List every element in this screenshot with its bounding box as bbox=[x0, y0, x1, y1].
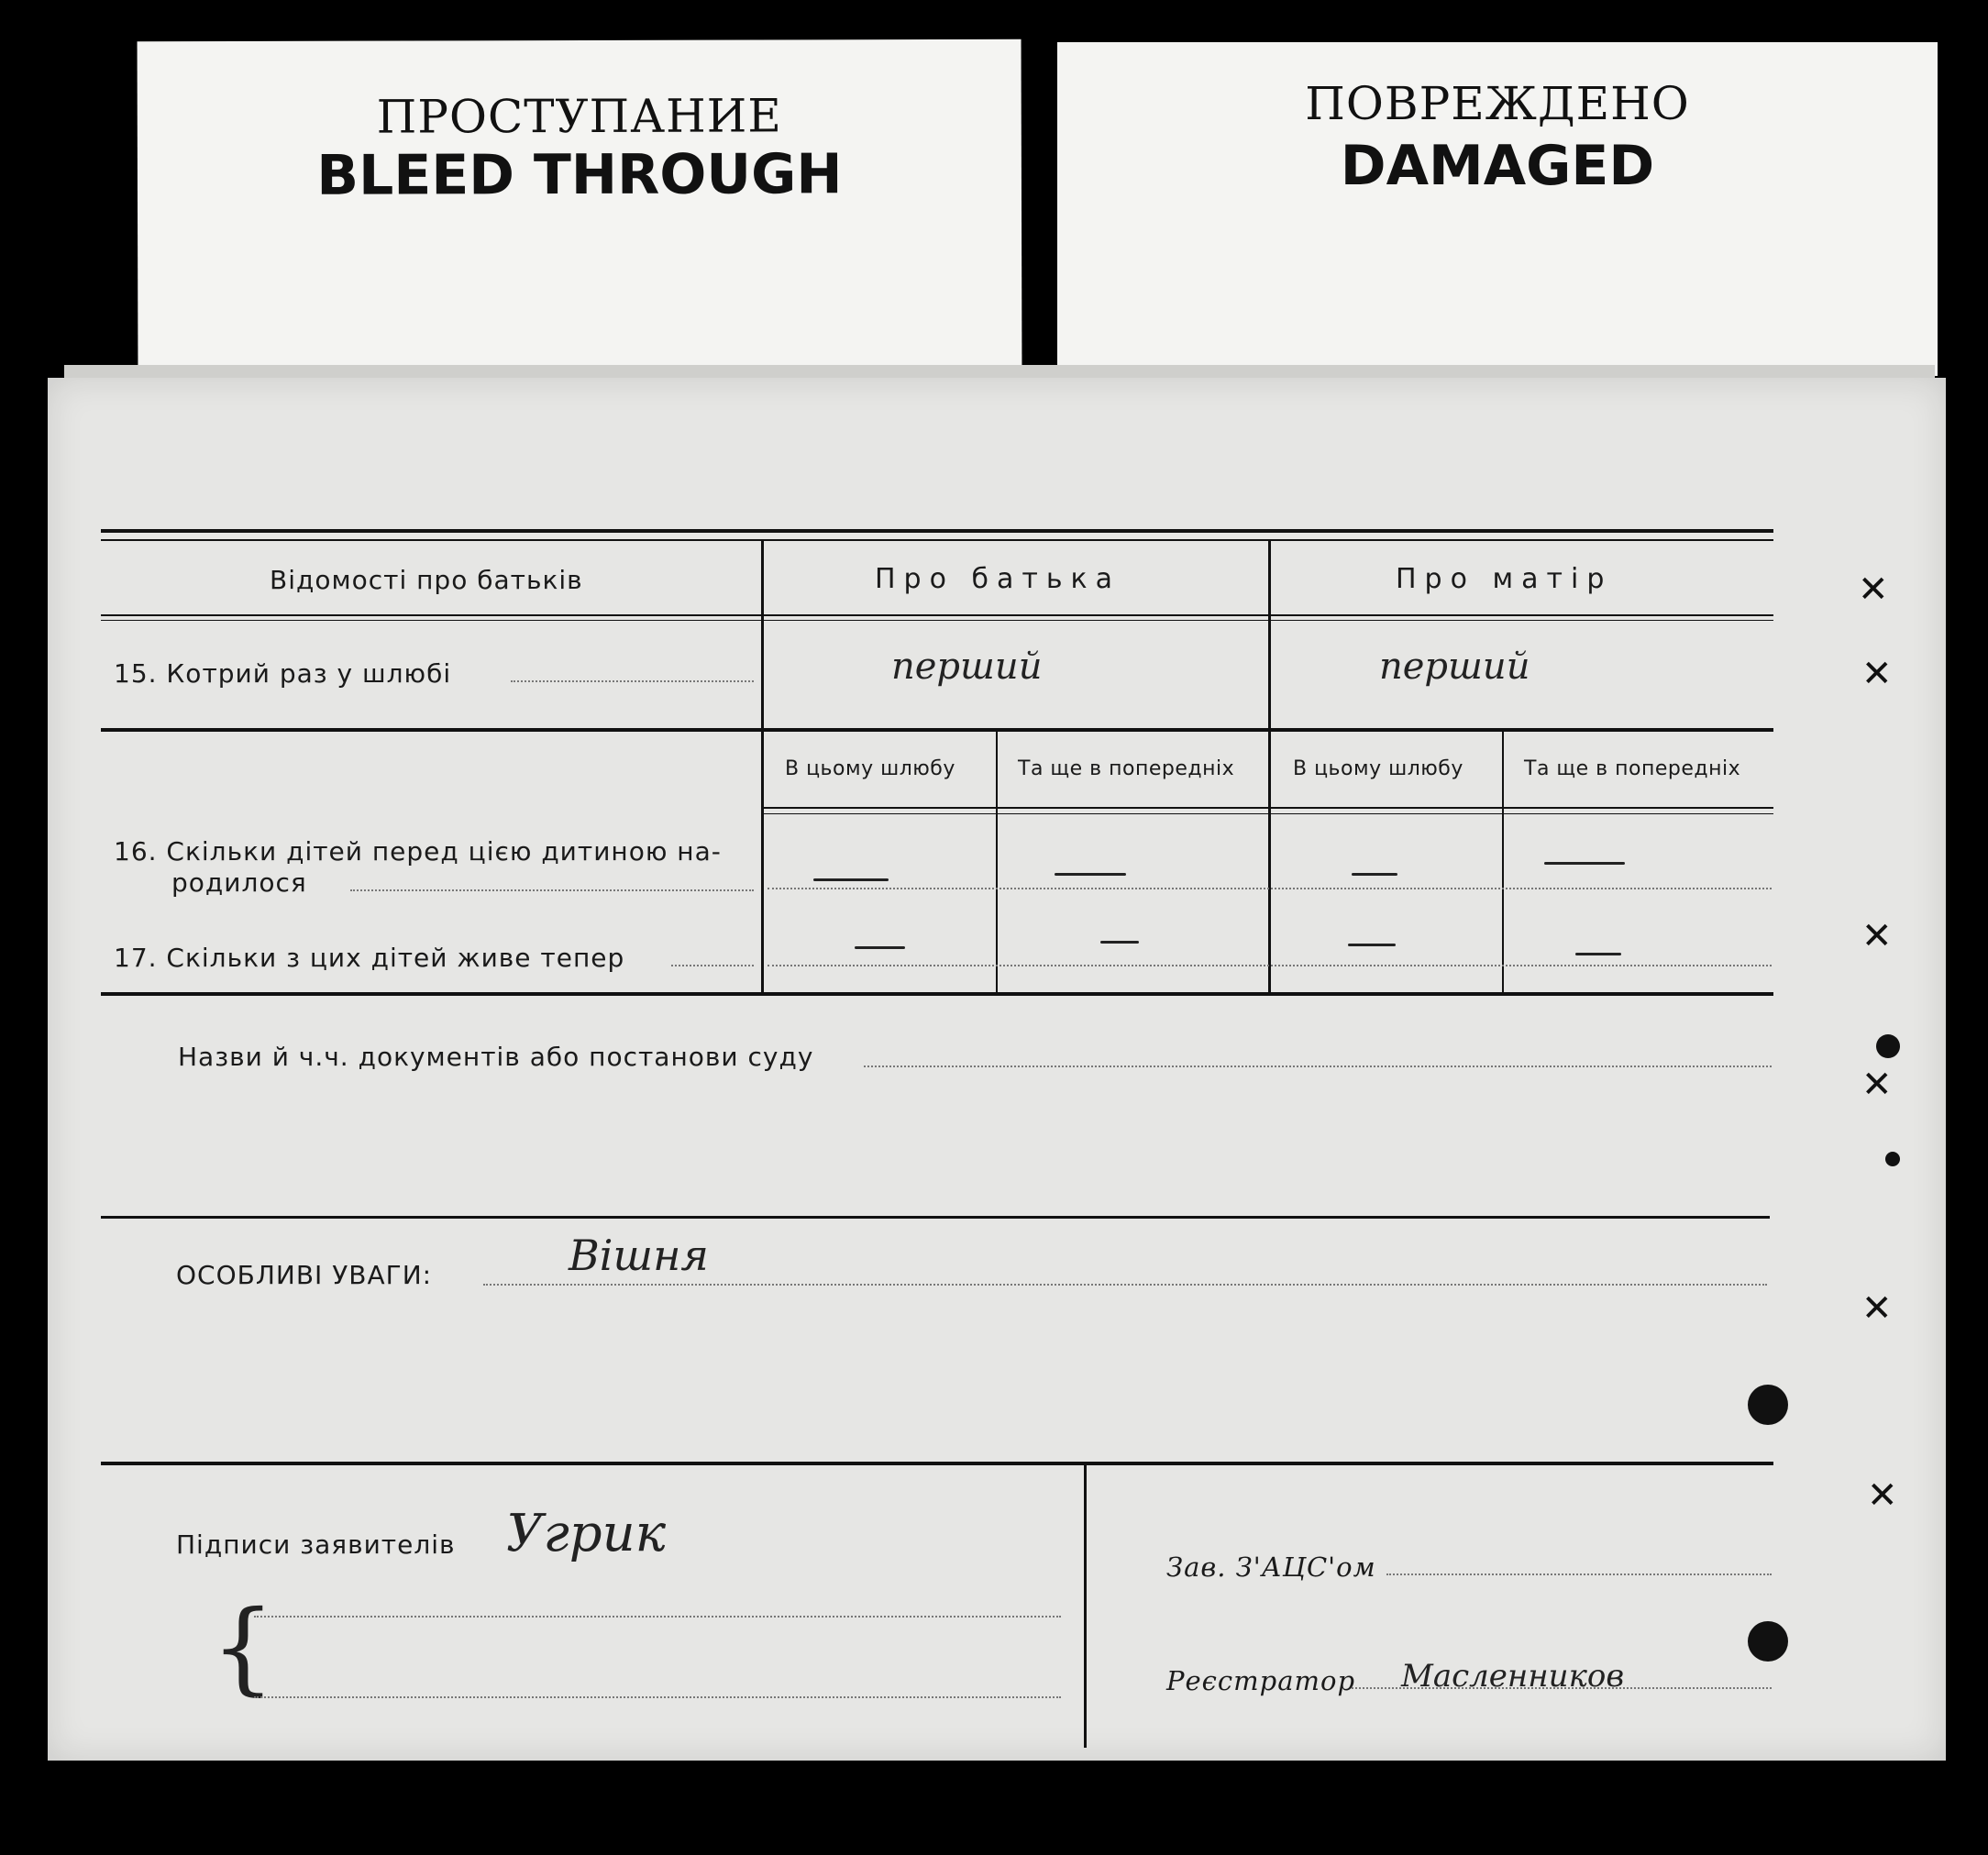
special-notes-top-rule bbox=[101, 1216, 1770, 1219]
damaged-label-en: DAMAGED bbox=[1340, 134, 1655, 198]
row-17-label: 17. Скільки з цих дітей живе тепер bbox=[114, 943, 625, 973]
bleed-through-label-en: BLEED THROUGH bbox=[316, 142, 843, 208]
applicant-signature: Угрик bbox=[506, 1504, 667, 1563]
row-17-father-this-value bbox=[855, 946, 905, 949]
tear-mark: ✕ bbox=[1861, 915, 1893, 957]
signatures-top-rule bbox=[101, 1462, 1773, 1465]
tear-mark: ✕ bbox=[1861, 1064, 1893, 1106]
table-top-rule-thin bbox=[101, 539, 1773, 541]
signature-brace: { bbox=[211, 1588, 275, 1706]
row-16-cells-line bbox=[768, 888, 1772, 889]
header-parents-info: Відомості про батьків bbox=[270, 565, 583, 595]
table-subdivider-2 bbox=[1502, 730, 1504, 992]
sub-father-this-marriage: В цьому шлюбу bbox=[785, 757, 955, 780]
row-15-bottom-rule bbox=[101, 728, 1773, 732]
header-mother: Про матір bbox=[1396, 563, 1613, 595]
tear-mark: ✕ bbox=[1861, 653, 1893, 695]
head-zags-label: Зав. З'АЦС'ом bbox=[1166, 1551, 1376, 1583]
bleed-through-label-ru: ПРОСТУПАНИЕ bbox=[376, 89, 782, 144]
row-15-leader bbox=[511, 680, 754, 682]
documents-label: Назви й ч.ч. документів або постанови суду bbox=[178, 1042, 814, 1072]
sub-header-rule-thin bbox=[763, 813, 1773, 814]
table-divider-1 bbox=[761, 539, 764, 992]
special-notes-label: ОСОБЛИВІ УВАГИ: bbox=[176, 1260, 433, 1290]
binding-hole bbox=[1876, 1034, 1900, 1058]
binding-hole bbox=[1748, 1385, 1788, 1425]
row-15-mother-value: перший bbox=[1379, 646, 1530, 688]
sub-mother-previous: Та ще в попередніх bbox=[1524, 757, 1741, 780]
registrar-signature: Масленников bbox=[1401, 1658, 1625, 1695]
row-16-father-this-value bbox=[813, 878, 889, 881]
row-16-father-prev-value bbox=[1055, 873, 1126, 876]
applicants-signatures-label: Підписи заявителів bbox=[176, 1529, 456, 1560]
row-16-label-line1: 16. Скільки дітей перед цією дитиною на- bbox=[114, 836, 722, 867]
header-father: Про батька bbox=[875, 563, 1121, 595]
special-notes-value: Вiшня bbox=[569, 1231, 709, 1280]
signature-line-2 bbox=[254, 1696, 1061, 1698]
tear-mark: ✕ bbox=[1861, 1287, 1893, 1330]
row-15-father-value: перший bbox=[891, 646, 1043, 688]
sub-header-rule bbox=[763, 807, 1773, 809]
header-bottom-rule bbox=[101, 614, 1773, 616]
row-16-mother-this-value bbox=[1352, 873, 1397, 876]
damaged-card bbox=[1057, 42, 1938, 376]
row-16-mother-prev-value bbox=[1544, 862, 1625, 865]
head-zags-line bbox=[1386, 1573, 1772, 1575]
signatures-divider bbox=[1084, 1463, 1087, 1748]
binding-hole bbox=[1885, 1152, 1900, 1166]
row-17-mother-this-value bbox=[1348, 944, 1396, 946]
sub-father-previous: Та ще в попередніх bbox=[1018, 757, 1235, 780]
damaged-label-ru: ПОВРЕЖДЕНО bbox=[1305, 77, 1690, 130]
row-16-label-line2: родилося bbox=[171, 867, 307, 898]
row-17-mother-prev-value bbox=[1575, 953, 1621, 955]
table-divider-2 bbox=[1268, 539, 1271, 992]
table-bottom-rule bbox=[101, 992, 1773, 996]
table-top-rule bbox=[101, 529, 1773, 533]
signature-line-1 bbox=[254, 1616, 1061, 1618]
document-page bbox=[48, 378, 1946, 1761]
row-17-cells-line bbox=[768, 965, 1772, 966]
tear-mark: ✕ bbox=[1858, 569, 1889, 611]
binding-hole bbox=[1748, 1621, 1788, 1662]
tear-mark: ✕ bbox=[1867, 1474, 1898, 1517]
header-bottom-rule-thin bbox=[101, 620, 1773, 621]
table-subdivider-1 bbox=[996, 730, 998, 992]
sub-mother-this-marriage: В цьому шлюбу bbox=[1293, 757, 1463, 780]
row-16-leader bbox=[350, 889, 754, 891]
row-17-father-prev-value bbox=[1100, 941, 1139, 944]
row-17-leader bbox=[671, 965, 754, 966]
row-15-label: 15. Котрий раз у шлюбі bbox=[114, 658, 452, 689]
registrar-label: Реєстратор bbox=[1166, 1665, 1356, 1696]
bleed-through-card bbox=[138, 39, 1022, 374]
special-notes-line bbox=[483, 1284, 1767, 1286]
documents-line bbox=[864, 1066, 1772, 1067]
